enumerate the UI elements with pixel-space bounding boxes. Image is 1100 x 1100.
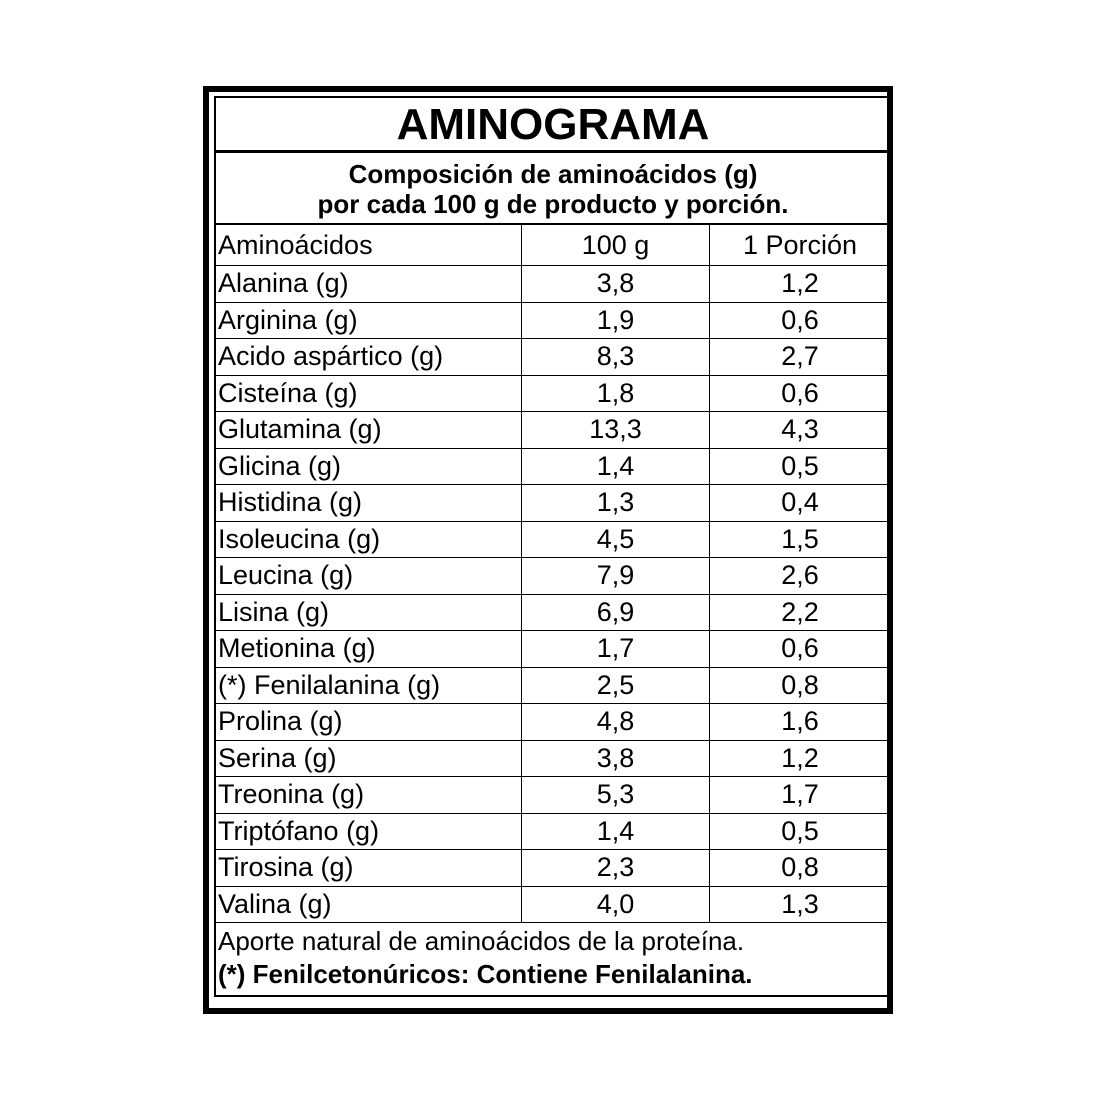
table-row xyxy=(216,886,890,923)
amino-acid-name: Tirosina (g) xyxy=(216,850,522,887)
amino-acid-name: Leucina (g) xyxy=(216,558,522,595)
value-per-portion: 2,6 xyxy=(710,558,891,595)
value-per-100g: 1,9 xyxy=(522,302,710,339)
value-per-100g: 1,7 xyxy=(522,631,710,668)
table-header-row xyxy=(216,225,890,266)
value-per-portion: 1,2 xyxy=(710,740,891,777)
amino-acid-name: Cisteína (g) xyxy=(216,375,522,412)
value-per-portion: 1,6 xyxy=(710,704,891,741)
table-row xyxy=(216,777,890,814)
amino-acid-name: Histidina (g) xyxy=(216,485,522,522)
amino-acid-name: Metionina (g) xyxy=(216,631,522,668)
table-row xyxy=(216,850,890,887)
value-per-100g: 5,3 xyxy=(522,777,710,814)
label-inner xyxy=(214,96,892,997)
value-per-portion: 0,6 xyxy=(710,375,891,412)
table-row xyxy=(216,704,890,741)
table-row xyxy=(216,594,890,631)
amino-acid-name: (*) Fenilalanina (g) xyxy=(216,667,522,704)
value-per-100g: 3,8 xyxy=(522,740,710,777)
header-per-portion: 1 Porción xyxy=(710,225,891,266)
amino-acid-table xyxy=(216,225,890,923)
amino-acid-name: Glicina (g) xyxy=(216,448,522,485)
value-per-portion: 0,5 xyxy=(710,448,891,485)
table-row xyxy=(216,558,890,595)
value-per-100g: 4,8 xyxy=(522,704,710,741)
label-subtitle xyxy=(216,153,890,225)
amino-acid-name: Treonina (g) xyxy=(216,777,522,814)
amino-acid-name: Prolina (g) xyxy=(216,704,522,741)
value-per-100g: 1,8 xyxy=(522,375,710,412)
value-per-portion: 0,8 xyxy=(710,667,891,704)
amino-acid-name: Glutamina (g) xyxy=(216,412,522,449)
table-row xyxy=(216,813,890,850)
table-row xyxy=(216,412,890,449)
footer-note: Aporte natural de aminoácidos de la proteína. xyxy=(218,926,745,956)
value-per-100g: 1,3 xyxy=(522,485,710,522)
table-row xyxy=(216,631,890,668)
value-per-100g: 1,4 xyxy=(522,813,710,850)
value-per-portion: 4,3 xyxy=(710,412,891,449)
amino-acid-name: Serina (g) xyxy=(216,740,522,777)
table-row xyxy=(216,740,890,777)
table-row xyxy=(216,266,890,303)
value-per-portion: 0,6 xyxy=(710,302,891,339)
label-footer xyxy=(216,923,890,995)
table-row xyxy=(216,302,890,339)
value-per-portion: 0,4 xyxy=(710,485,891,522)
value-per-100g: 1,4 xyxy=(522,448,710,485)
value-per-portion: 0,5 xyxy=(710,813,891,850)
value-per-100g: 2,5 xyxy=(522,667,710,704)
footer-warning: (*) Fenilcetonúricos: Contiene Fenilalanina. xyxy=(218,959,753,989)
value-per-portion: 1,2 xyxy=(710,266,891,303)
value-per-portion: 2,7 xyxy=(710,339,891,376)
subtitle-line-2: por cada 100 g de producto y porción. xyxy=(317,189,789,219)
value-per-100g: 4,5 xyxy=(522,521,710,558)
table-row xyxy=(216,339,890,376)
amino-acid-name: Alanina (g) xyxy=(216,266,522,303)
amino-acid-name: Triptófano (g) xyxy=(216,813,522,850)
value-per-100g: 8,3 xyxy=(522,339,710,376)
amino-acid-name: Acido aspártico (g) xyxy=(216,339,522,376)
value-per-100g: 4,0 xyxy=(522,886,710,923)
table-row xyxy=(216,485,890,522)
header-amino-acids: Aminoácidos xyxy=(216,225,522,266)
table-row xyxy=(216,375,890,412)
amino-table-body xyxy=(216,225,890,923)
label-title: AMINOGRAMA xyxy=(216,98,890,153)
value-per-100g: 6,9 xyxy=(522,594,710,631)
aminogram-label xyxy=(203,86,893,1014)
amino-acid-name: Lisina (g) xyxy=(216,594,522,631)
value-per-portion: 2,2 xyxy=(710,594,891,631)
subtitle-line-1: Composición de aminoácidos (g) xyxy=(348,159,758,189)
value-per-100g: 13,3 xyxy=(522,412,710,449)
value-per-portion: 1,3 xyxy=(710,886,891,923)
value-per-100g: 7,9 xyxy=(522,558,710,595)
table-row xyxy=(216,448,890,485)
value-per-portion: 1,5 xyxy=(710,521,891,558)
amino-acid-name: Valina (g) xyxy=(216,886,522,923)
value-per-100g: 2,3 xyxy=(522,850,710,887)
value-per-portion: 1,7 xyxy=(710,777,891,814)
table-row xyxy=(216,521,890,558)
value-per-100g: 3,8 xyxy=(522,266,710,303)
amino-acid-name: Arginina (g) xyxy=(216,302,522,339)
amino-acid-name: Isoleucina (g) xyxy=(216,521,522,558)
header-per-100g: 100 g xyxy=(522,225,710,266)
table-row xyxy=(216,667,890,704)
value-per-portion: 0,6 xyxy=(710,631,891,668)
value-per-portion: 0,8 xyxy=(710,850,891,887)
